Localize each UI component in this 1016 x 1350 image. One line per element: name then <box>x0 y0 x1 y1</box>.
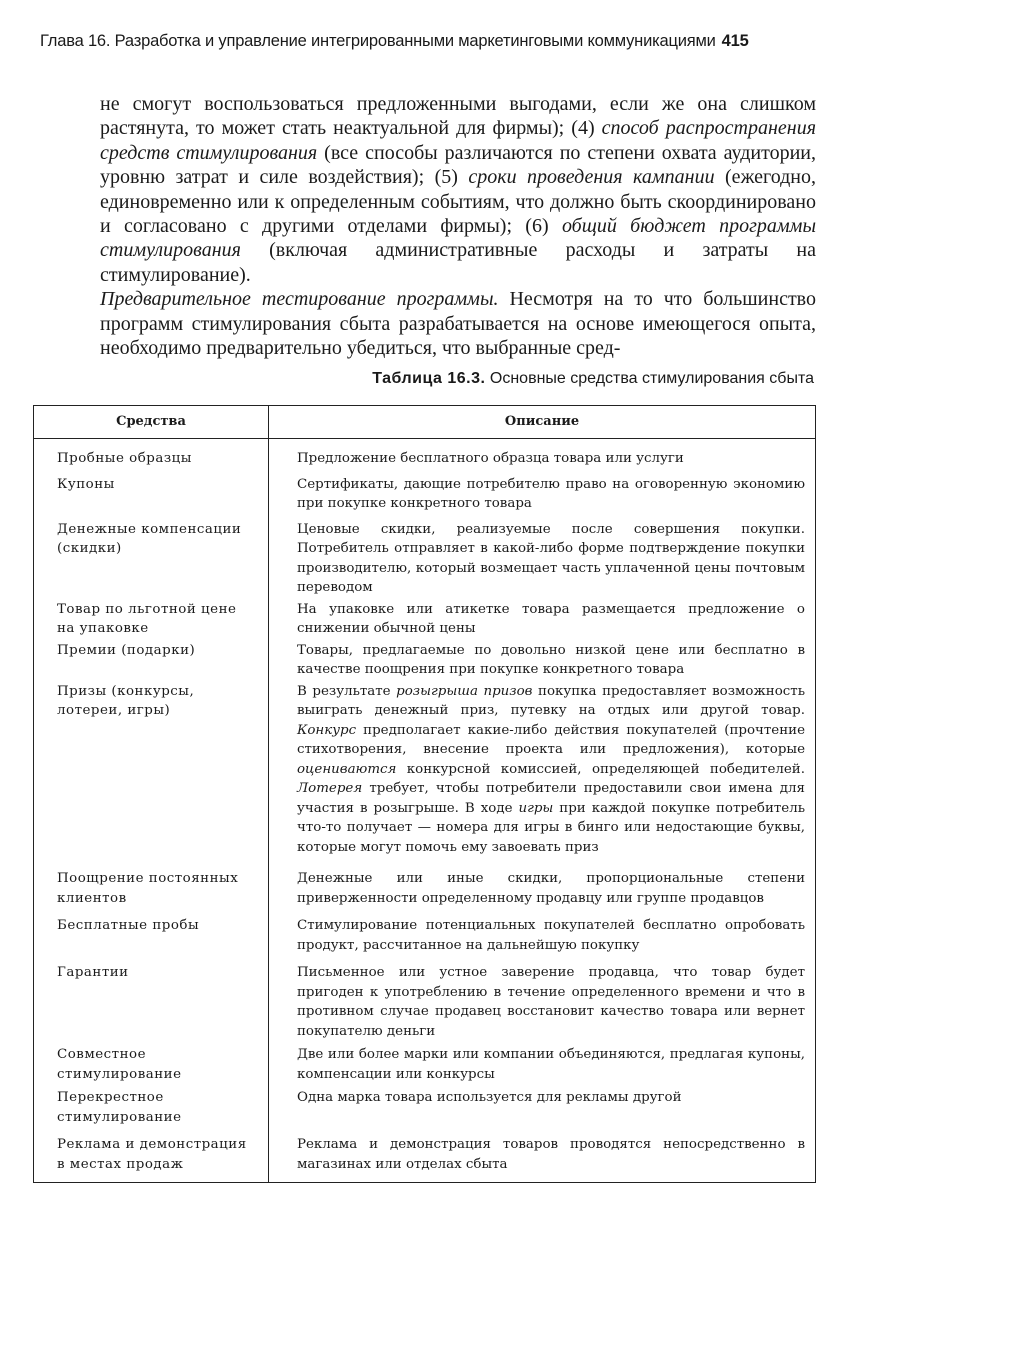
text-run: Две или более марки или компании объединяются, предлагая купоны, компенсации или конкурсы <box>297 1047 805 1082</box>
tool-description-cell <box>269 682 816 870</box>
text-run: Товары, предлагаемые по довольно низкой цене или бесплатно в качестве поощрения при покупке конкретного товара <box>297 642 805 677</box>
tool-description-cell <box>269 1135 816 1183</box>
tool-description-cell <box>269 475 816 520</box>
tool-name-cell: Купоны <box>34 475 269 520</box>
tool-name-cell: Призы (конкурсы, лотереи, игры) <box>34 682 269 870</box>
table-body <box>34 439 816 1183</box>
tool-description-cell <box>269 1045 816 1088</box>
tool-description-cell <box>269 963 816 1045</box>
tool-name-cell: Пробные образцы <box>34 439 269 475</box>
table-row <box>34 439 816 475</box>
text-run: Денежные или иные скидки, пропорциональные степени приверженности определенному продавцу или группе продавцов <box>297 871 805 906</box>
running-header <box>40 32 815 51</box>
italic-run: Предварительное тестирование программы. <box>100 288 499 311</box>
promo-tools-table <box>33 405 816 1183</box>
paragraph <box>100 92 816 287</box>
text-run: требует, чтобы потребители предоставили свои имена для участия в розыгрыше. В ходе <box>297 781 805 816</box>
italic-run: игры <box>518 800 554 816</box>
tool-name-cell: Гарантии <box>34 963 269 1045</box>
table-row <box>34 1045 816 1088</box>
text-run: покупка предоставляет возможность выиграть денежный приз, путевку на отдых или другой товар. <box>297 683 805 718</box>
text-run: Несмотря на то что большинство программ стимулирования сбыта разрабатывается на основе имеющегося опыта, необходимо предварительно убедиться, что выбранные сред- <box>100 288 816 360</box>
tool-description-cell <box>269 600 816 641</box>
tool-name-cell: Бесплатные пробы <box>34 916 269 963</box>
table-row <box>34 682 816 870</box>
column-header-description: Описание <box>269 406 816 439</box>
table-row <box>34 869 816 916</box>
body-text <box>100 92 816 360</box>
table-row <box>34 1135 816 1183</box>
table-caption-text: Основные средства стимулирования сбыта <box>489 370 814 387</box>
text-run: (включая административные расходы и затраты на стимулирование). <box>100 239 816 286</box>
tool-description-cell <box>269 439 816 475</box>
text-run: предполагает какие-либо действия покупателей (прочтение стихотворения, внесение проекта или предложения), которые <box>297 722 805 757</box>
tool-description-cell <box>269 641 816 682</box>
text-run: Одна марка товара используется для рекламы другой <box>297 1090 682 1105</box>
text-run: Предложение бесплатного образца товара или услуги <box>297 451 684 466</box>
text-run: Реклама и демонстрация товаров проводятся непосредственно в магазинах или отделах сбыта <box>297 1137 805 1172</box>
italic-run: общий бюджет программы стимулирования <box>100 215 816 262</box>
text-run: На упаковке или атикетке товара размещается предложение о снижении обычной цены <box>297 601 805 636</box>
tool-name-cell: Совместное стимулирование <box>34 1045 269 1088</box>
tool-name-cell: Поощрение постоянных клиентов <box>34 869 269 916</box>
tool-description-cell <box>269 916 816 963</box>
text-run: (все способы различаются по степени охвата аудитории, уровню затрат и силе воздействия); (5) <box>100 141 816 189</box>
paragraph <box>100 287 816 360</box>
table-header-row <box>34 406 816 439</box>
italic-run: Лотерея <box>297 781 363 796</box>
text-run: Ценовые скидки, реализуемые после совершения покупки. Потребитель отправляет в какой-либо форме подтверждение покупки производителю, который возмещает часть уплаченной цены почтовым переводом <box>297 521 805 595</box>
text-run: Сертификаты, дающие потребителю право на оговоренную экономию при покупке конкретного товара <box>297 476 805 511</box>
page-number: 415 <box>721 32 749 50</box>
italic-run: оцениваются <box>297 761 397 777</box>
tool-description-cell <box>269 520 816 600</box>
tool-name-cell: Перекрестное стимулирование <box>34 1088 269 1135</box>
text-run: при каждой покупке потребитель что-то получает — номера для игры в бинго или недостающие буквы, которые могут помочь ему завоевать приз <box>297 800 805 855</box>
table-row <box>34 600 816 641</box>
text-run: Стимулирование потенциальных покупателей бесплатно опробовать продукт, рассчитанное на дальнейшую покупку <box>297 918 805 953</box>
tool-name-cell: Реклама и демонстрация в местах продаж <box>34 1135 269 1183</box>
italic-run: Конкурс <box>297 722 357 738</box>
italic-run: розыгрыша призов <box>396 683 533 699</box>
text-run: Письменное или устное заверение продавца, что товар будет пригоден к употреблению в течение определенного времени и что в противном случае продавец восстановит качество товара или вернет покупателю деньги <box>297 965 805 1039</box>
table-row <box>34 520 816 600</box>
tool-name-cell: Денежные компенсации (скидки) <box>34 520 269 600</box>
italic-run: сроки проведения кампании <box>468 166 715 189</box>
tool-description-cell <box>269 1088 816 1135</box>
text-run: конкурсной комиссией, определяющей победителей. <box>396 761 805 777</box>
table-row <box>34 475 816 520</box>
column-header-tools: Средства <box>34 406 269 439</box>
text-run: не смогут воспользоваться предложенными выгодами, если же она слишком растянута, то может стать неактуальной для фирмы); (4) <box>100 93 816 140</box>
chapter-title: Глава 16. Разработка и управление интегрированными маркетинговыми коммуникациями <box>40 32 716 50</box>
tool-description-cell <box>269 869 816 916</box>
table-row <box>34 916 816 963</box>
table-caption <box>372 370 814 388</box>
table-caption-label: Таблица 16.3. <box>372 370 486 387</box>
tool-name-cell: Товар по льготной цене на упаковке <box>34 600 269 641</box>
table-row <box>34 963 816 1045</box>
text-run: В результате <box>297 683 397 699</box>
table-row <box>34 641 816 682</box>
table-row <box>34 1088 816 1135</box>
italic-run: способ распространения средств стимулирования <box>100 117 817 164</box>
tool-name-cell: Премии (подарки) <box>34 641 269 682</box>
text-run: (ежегодно, единовременно или к определенным событиям, что должно быть скоординировано и согласовано с другими отделами фирмы); (6) <box>100 166 817 238</box>
